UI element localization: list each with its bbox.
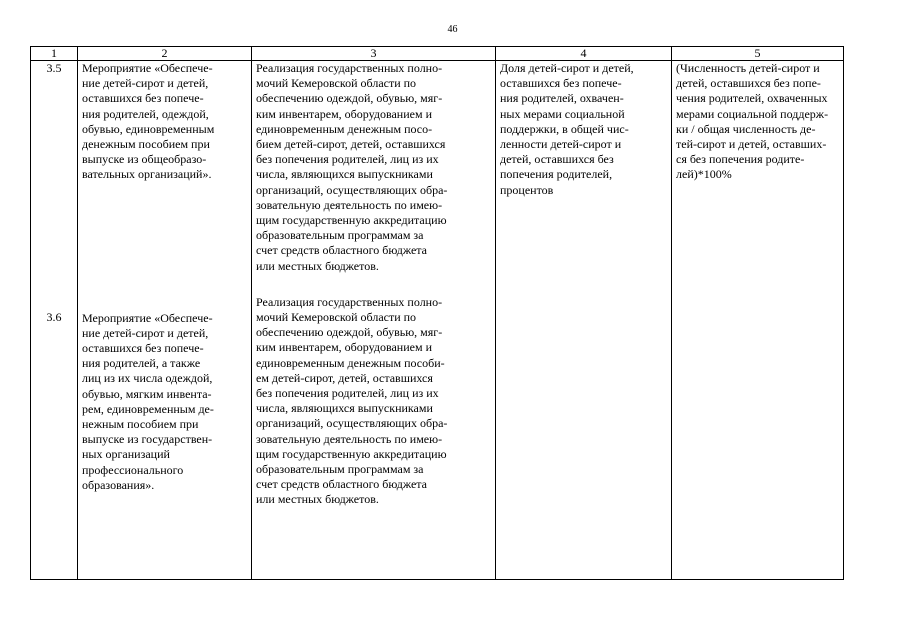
document-table (30, 46, 844, 580)
event-3-6-text: Мероприятие «Обеспече- ние детей-сирот и детей, оставшихся без попече- ния родителей, а также лиц из их числа одеждой, обувью, мягким инвента- рем, единовременным де- нежным пособием при выпуске из государствен- ных организаций профессионального образования». (82, 310, 214, 492)
indicator-text: Доля детей-сирот и детей, оставшихся без попече- ния родителей, охвачен- ных мерами социальной поддержки, в общей чис- ленности детей-сирот и детей, оставшихся без попечения родителей, процентов (500, 61, 634, 197)
table-header-row (31, 47, 844, 61)
description-3-5-text: Реализация государственных полно- мочий Кемеровской области по обеспечению одеждой, обувью, мяг- ким инвентарем, оборудованием и единовременным денежным посо- бием детей-сирот, детей, оставшихся без попечения родителей, лиц из их числа, являющихся выпускниками организаций, осуществляющих обра- зовательную деятельность по имею- щим государственную аккредитацию образовательным программам за счет средств областного бюджета или местных бюджетов. (256, 61, 448, 273)
column-header-3: 3 (252, 47, 496, 61)
column-header-4: 4 (496, 47, 672, 61)
event-3-5-text: Мероприятие «Обеспече- ние детей-сирот и детей, оставшихся без попече- ния родителей, одеждой, обувью, единовременным денежным пособием при выпуске из общеобразо- вательных организаций». (82, 61, 215, 182)
formula-text: (Численность детей-сирот и детей, оставшихся без попе- чения родителей, охваченных мерами социальной поддерж- ки / общая численность де- тей-сирот и детей, оставших- ся без попечения родите- лей)*100% (676, 61, 829, 182)
column-header-5: 5 (672, 47, 844, 61)
description-3-6-text: Реализация государственных полно- мочий Кемеровской области по обеспечению одеждой, обувью, мяг- ким инвентарем, оборудованием и единовременным денежным пособи- ем детей-сирот, детей, оставшихся без попечения родителей, лиц из их числа, являющихся выпускниками организаций, осуществляющих обра- зовательную деятельность по имею- щим государственную аккредитацию образовательным программам за счет средств областного бюджета или местных бюджетов. (256, 294, 448, 507)
descriptions-cell (252, 61, 496, 580)
column-header-2: 2 (78, 47, 252, 61)
page-number: 46 (447, 24, 458, 35)
row-number-3-5: 3.5 (46, 61, 62, 75)
table-row (31, 61, 844, 580)
events-cell (78, 61, 252, 580)
indicator-cell (496, 61, 672, 580)
column-header-1: 1 (31, 47, 78, 61)
row-number-3-6: 3.6 (46, 310, 62, 325)
row-numbers-cell (31, 61, 78, 580)
formula-cell (672, 61, 844, 580)
